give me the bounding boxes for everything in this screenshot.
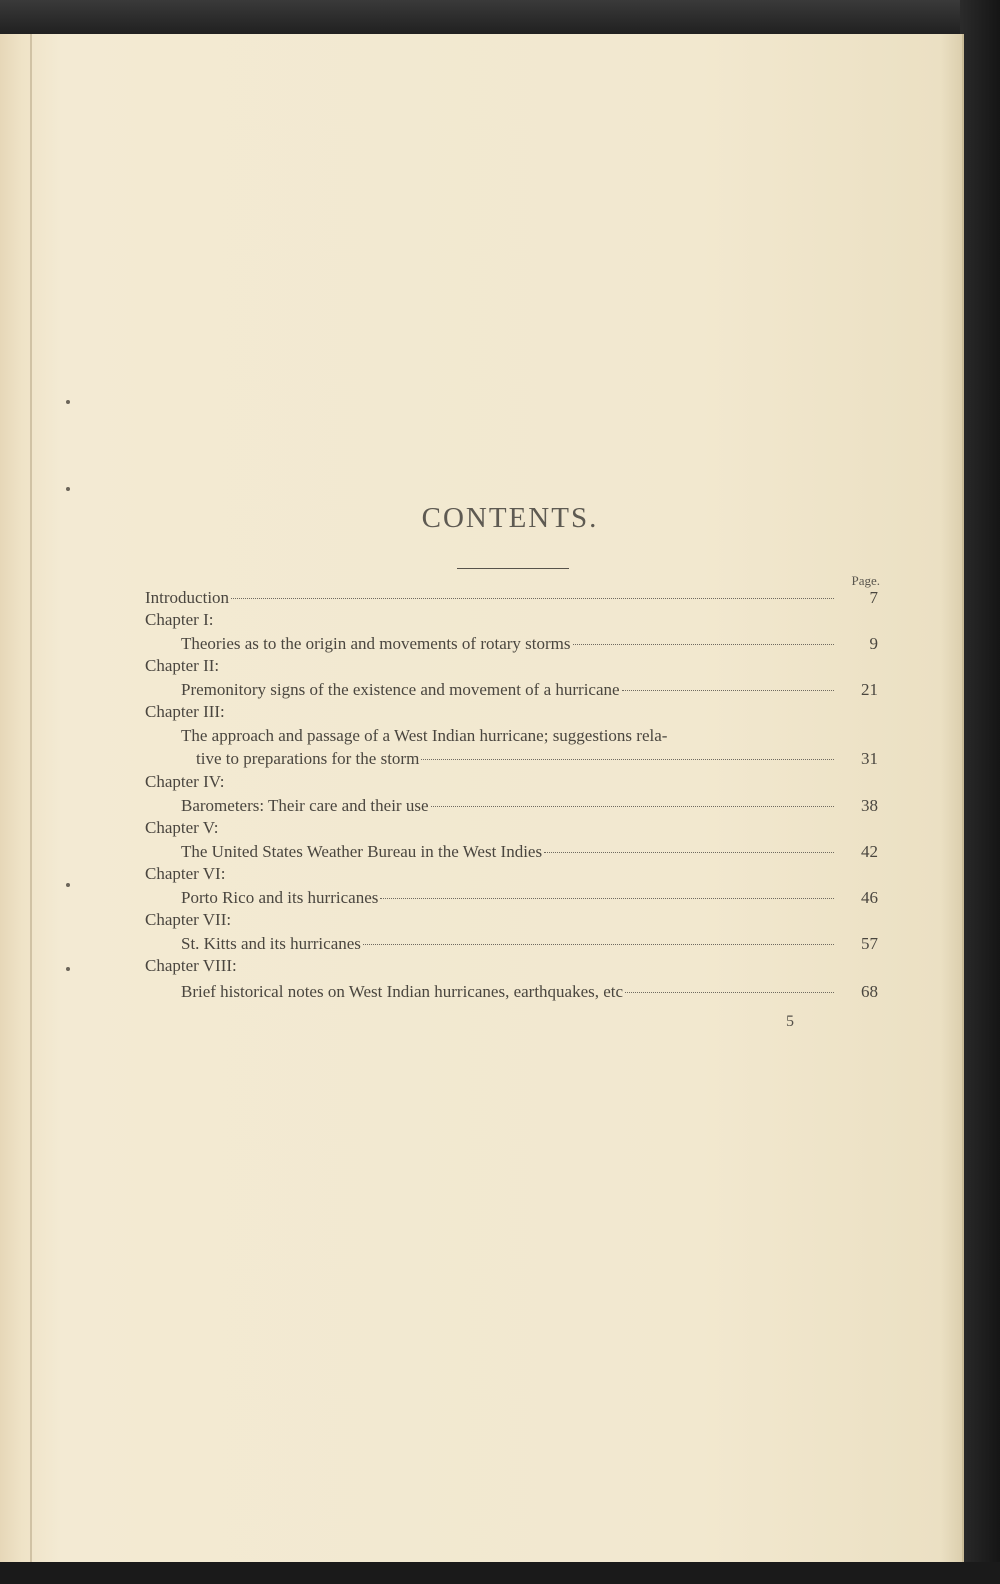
chapter-heading: Chapter VII: bbox=[145, 910, 232, 929]
dot-leader bbox=[380, 898, 834, 899]
toc-entry-page: 68 bbox=[861, 982, 878, 1001]
toc-entry-title: The United States Weather Bureau in the West Indies bbox=[181, 842, 543, 861]
chapter-heading: Chapter VIII: bbox=[145, 956, 237, 975]
toc-entry-chapter-5[interactable] bbox=[181, 842, 878, 864]
dot-leader bbox=[622, 690, 834, 691]
toc-entry-introduction[interactable] bbox=[145, 588, 878, 610]
toc-entry-chapter-3[interactable] bbox=[196, 749, 878, 771]
toc-entry-chapter-8[interactable] bbox=[181, 982, 878, 1004]
toc-entry-page: 9 bbox=[869, 634, 878, 653]
chapter-heading: Chapter II: bbox=[145, 656, 220, 675]
toc-entry-chapter-2[interactable] bbox=[181, 680, 878, 702]
toc-entry-title: Premonitory signs of the existence and movement of a hurricane bbox=[181, 680, 620, 699]
toc-entry-chapter-3-line-1[interactable] bbox=[181, 726, 878, 748]
toc-entry-chapter-1[interactable] bbox=[181, 634, 878, 656]
chapter-heading: Chapter III: bbox=[145, 702, 225, 721]
toc-entry-chapter-6[interactable] bbox=[181, 888, 878, 910]
dot-leader bbox=[431, 806, 835, 807]
toc-entry-title: Porto Rico and its hurricanes bbox=[181, 888, 379, 907]
book-binding-bottom bbox=[0, 1562, 1000, 1584]
contents-heading: CONTENTS. bbox=[421, 502, 599, 534]
toc-entry-page: 38 bbox=[861, 796, 878, 815]
page-column-label: Page. bbox=[851, 573, 880, 588]
dot-leader bbox=[544, 852, 834, 853]
toc-entry-title: Brief historical notes on West Indian hurricanes, earthquakes, etc bbox=[181, 982, 624, 1001]
chapter-heading: Chapter IV: bbox=[145, 772, 225, 791]
dot-leader bbox=[231, 598, 834, 599]
chapter-heading: Chapter VI: bbox=[145, 864, 226, 883]
toc-entry-page: 42 bbox=[861, 842, 878, 861]
chapter-heading: Chapter V: bbox=[145, 818, 219, 837]
toc-entry-title: Introduction bbox=[145, 588, 230, 607]
dot-leader bbox=[421, 759, 834, 760]
toc-entry-chapter-4[interactable] bbox=[181, 796, 878, 818]
page-number: 5 bbox=[786, 1013, 794, 1030]
toc-entry-title: tive to preparations for the storm bbox=[196, 749, 420, 768]
toc-entry-chapter-7[interactable] bbox=[181, 934, 878, 956]
dot-leader bbox=[625, 992, 834, 993]
dot-leader bbox=[363, 944, 834, 945]
chapter-heading: Chapter I: bbox=[145, 610, 214, 629]
toc-entry-title: St. Kitts and its hurricanes bbox=[181, 934, 361, 953]
toc-entry-title: Barometers: Their care and their use bbox=[181, 796, 429, 815]
toc-entry-title: The approach and passage of a West Indian hurricane; suggestions rela- bbox=[181, 726, 668, 745]
toc-entry-page: 57 bbox=[861, 934, 878, 953]
toc-entry-page: 31 bbox=[861, 749, 878, 768]
toc-entry-page: 46 bbox=[861, 888, 878, 907]
dot-leader bbox=[573, 644, 835, 645]
toc-entry-page: 7 bbox=[869, 588, 878, 607]
toc-entry-page: 21 bbox=[861, 680, 878, 699]
toc-entry-title: Theories as to the origin and movements of rotary storms bbox=[181, 634, 571, 653]
